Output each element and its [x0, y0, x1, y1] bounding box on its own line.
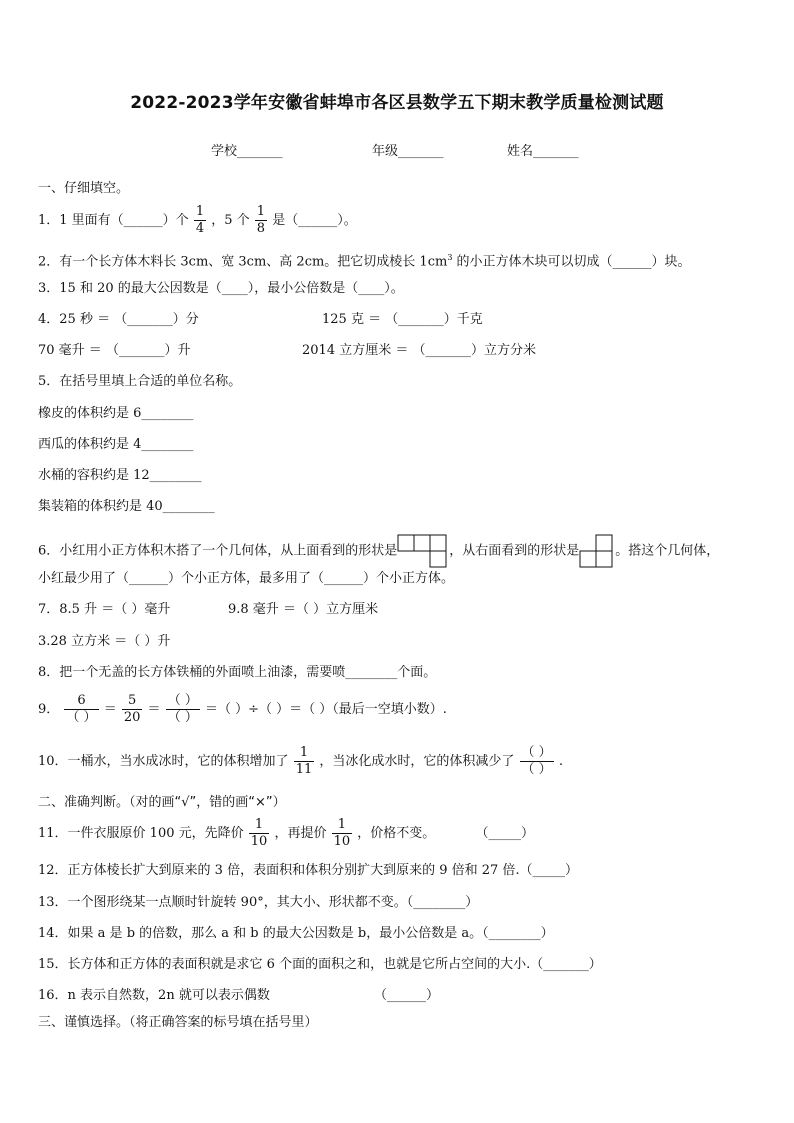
q11-f2-numerator: 1 [332, 817, 353, 834]
school-field: 学校_______ [211, 144, 283, 159]
q10-answer-numerator: （ ） [521, 745, 552, 760]
q11-answer-blank: （_____） [475, 826, 534, 841]
q9-f2-denominator: 20 [123, 710, 141, 725]
q9-equals-1: ＝ [103, 702, 117, 717]
question-7-c: 3.28 立方米 ＝（ ）升 [38, 634, 171, 649]
q2-superscript: 3 [447, 253, 453, 262]
q1-text-a: 1．1 里面有（______）个 [38, 213, 189, 228]
question-8: 8．把一个无盖的长方体铁桶的外面喷上油漆，需要喷________个面。 [38, 665, 437, 680]
q10-text-a: 10．一桶水，当水成冰时，它的体积增加了 [38, 754, 289, 769]
q9-fraction-3 [166, 693, 200, 726]
question-5-c: 水桶的容积约是 12________ [38, 468, 202, 483]
q1-f1-numerator: 1 [195, 204, 205, 219]
question-3: 3．15 和 20 的最大公因数是（____），最小公倍数是（____）。 [38, 281, 404, 296]
question-4-c: 70 毫升 ＝ （_______）升 [38, 343, 191, 358]
q9-f1-denominator: （ ） [66, 710, 97, 725]
question-9 [38, 693, 447, 727]
question-6-line-1 [38, 534, 719, 568]
question-12: 12．正方体棱长扩大到原来的 3 倍，表面积和体积分别扩大到原来的 9 倍和 27 倍.（_____） [38, 863, 579, 878]
question-1 [38, 204, 357, 237]
q11-fraction-1 [249, 817, 270, 850]
q2-text-a: 2．有一个长方体木料长 3cm、宽 3cm、高 2cm。把它切成棱长 1cm [38, 254, 448, 270]
question-7-a: 7．8.5 升 ＝（ ）毫升 [38, 602, 171, 617]
q9-fraction-2 [122, 693, 143, 726]
question-15: 15．长方体和正方体的表面积就是求它 6 个面的面积之和，也就是它所占空间的大小.（_______） [38, 957, 602, 972]
q9-rest: ＝（ ）÷（ ）＝（ ）（最后一空填小数）. [204, 702, 447, 717]
q10-answer-denominator: （ ） [521, 762, 552, 777]
q10-numerator: 1 [294, 745, 315, 762]
q1-text-c: 是（______）。 [272, 213, 357, 228]
top-view-figure [397, 534, 449, 568]
question-5-b: 西瓜的体积约是 4________ [38, 437, 194, 452]
q6-text-b: ，从右面看到的形状是 [449, 543, 580, 559]
q9-equals-2: ＝ [147, 702, 161, 717]
question-13: 13．一个图形绕某一点顺时针旋转 90°，其大小、形状都不变。（________） [38, 895, 479, 910]
question-4-d: 2014 立方厘米 ＝ （_______）立方分米 [302, 343, 536, 358]
question-16 [38, 987, 440, 1005]
question-14: 14．如果 a 是 b 的倍数，那么 a 和 b 的最大公因数是 b，最小公倍数是 a。（________） [38, 926, 554, 941]
q16-text: 16．n 表示自然数，2n 就可以表示偶数 [38, 988, 270, 1003]
q6-text-a: 6．小红用小正方体积木搭了一个几何体，从上面看到的形状是 [38, 543, 398, 559]
q10-fraction [294, 745, 315, 778]
q10-denominator: 11 [295, 762, 313, 777]
q11-f2-denominator: 10 [333, 834, 351, 849]
q11-text-b: ，再提价 [274, 826, 327, 841]
q2-text-b: 的小正方体木块可以切成（______）块。 [452, 254, 691, 270]
q11-fraction-2 [332, 817, 353, 850]
question-5-stem: 5．在括号里填上合适的单位名称。 [38, 374, 242, 389]
q9-f3-denominator: （ ） [167, 710, 198, 725]
q9-fraction-1 [64, 693, 98, 726]
q16-answer-blank: （______） [374, 988, 440, 1003]
question-5-d: 集装箱的体积约是 40________ [38, 499, 215, 514]
q1-fraction-1 [194, 204, 206, 237]
q6-text-c: 。搭这个几何体， [615, 543, 720, 559]
question-11 [38, 816, 534, 852]
section-3-heading: 三、谨慎选择。（将正确答案的标号填在括号里） [38, 1015, 318, 1030]
section-2-heading: 二、准确判断。（对的画“√”，错的画“×”） [38, 795, 286, 810]
q9-number: 9． [38, 702, 60, 717]
name-field: 姓名_______ [507, 144, 579, 159]
q1-f1-denominator: 4 [195, 221, 205, 236]
question-4-b: 125 克 ＝ （_______）千克 [322, 312, 483, 327]
grade-field: 年级_______ [372, 144, 444, 159]
q11-text-c: ，价格不变。 [357, 826, 436, 841]
question-2 [38, 249, 691, 271]
question-4-a: 4．25 秒 ＝ （_______）分 [38, 312, 199, 327]
q10-text-b: ，当冰化成水时，它的体积减少了 [319, 754, 515, 769]
q9-f3-numerator: （ ） [167, 693, 198, 708]
question-7-b: 9.8 毫升 ＝（ ）立方厘米 [228, 602, 379, 617]
q1-f2-denominator: 8 [256, 221, 266, 236]
q9-f1-numerator: 6 [64, 693, 98, 710]
q11-f1-numerator: 1 [249, 817, 270, 834]
question-10 [38, 744, 563, 780]
q1-fraction-2 [255, 204, 267, 237]
q10-text-c: . [558, 754, 563, 769]
question-6-line-2: 小红最少用了（______）个小正方体，最多用了（______）个小正方体。 [38, 571, 455, 586]
right-view-figure [579, 534, 615, 568]
q1-text-b: ，5 个 [211, 213, 250, 228]
q11-text-a: 11．一件衣服原价 100 元，先降价 [38, 826, 244, 841]
q11-f1-denominator: 10 [250, 834, 268, 849]
section-1-heading: 一、仔细填空。 [38, 181, 130, 196]
question-5-a: 橡皮的体积约是 6________ [38, 406, 194, 421]
page-title: 2022-2023学年安徽省蚌埠市各区县数学五下期末教学质量检测试题 [130, 93, 664, 113]
q1-f2-numerator: 1 [256, 204, 266, 219]
q9-f2-numerator: 5 [122, 693, 143, 710]
q10-answer-fraction [520, 745, 554, 778]
